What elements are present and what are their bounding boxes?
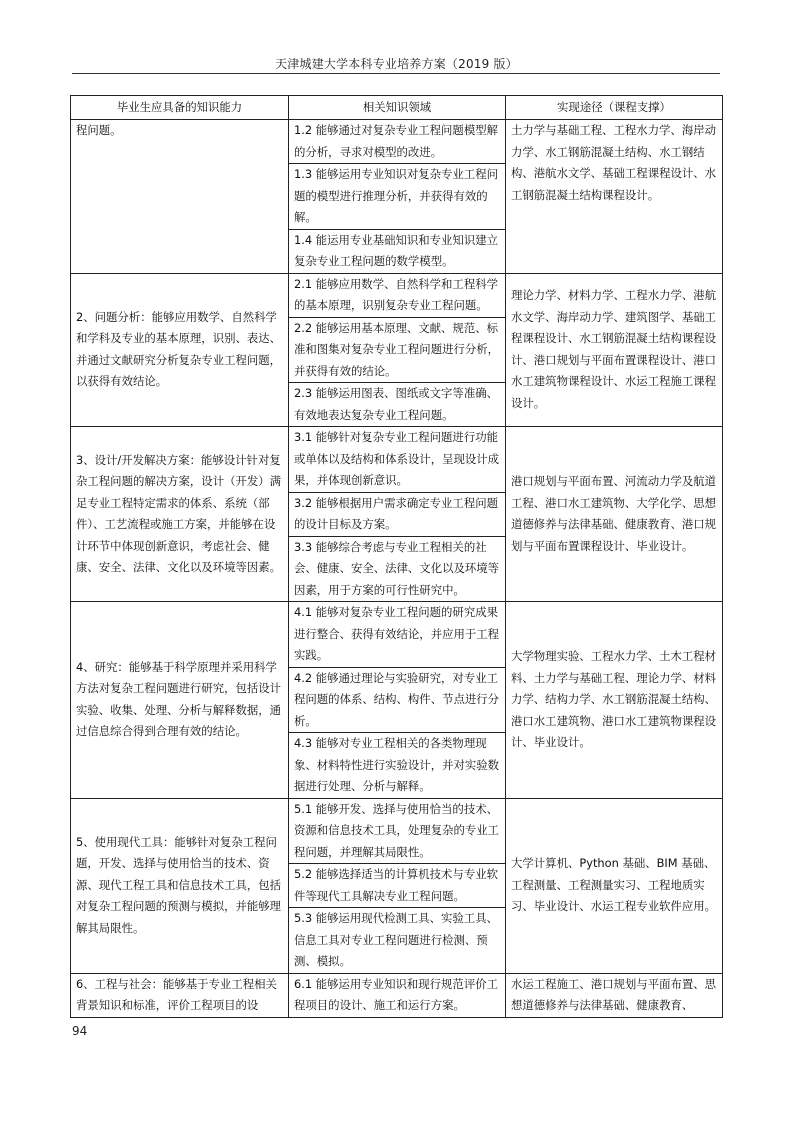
ability-cell: 2、问题分析：能够应用数学、自然科学和学科及专业的基本原理，识别、表达、并通过文献研究分析复杂专业工程问题，以获得有效结论。 bbox=[71, 273, 289, 427]
training-plan-table bbox=[70, 95, 723, 1018]
table-row bbox=[71, 273, 723, 317]
ability-cell: 5、使用现代工具：能够针对复杂工程问题，开发、选择与使用恰当的技术、资源、现代工程工具和信息技术工具，包括对复杂工程问题的预测与模拟，并能够理解其局限性。 bbox=[71, 798, 289, 973]
table-row bbox=[71, 120, 723, 164]
knowledge-item-3-3: 3.3 能够综合考虑与专业工程相关的社会、健康、安全、法律、文化以及环境等因素，用于方案的可行性研究中。 bbox=[289, 536, 506, 602]
knowledge-item-4-2: 4.2 能够通过理论与实验研究，对专业工程问题的体系、结构、构件、节点进行分析。 bbox=[289, 667, 506, 733]
route-cell: 理论力学、材料力学、工程水力学、港航水文学、海岸动力学、建筑图学、基础工程课程设计、水工钢筋混凝土结构课程设计、港口规划与平面布置课程设计、港口水工建筑物课程设计、水运工程施工课程设计。 bbox=[506, 273, 723, 427]
knowledge-item-2-3: 2.3 能够运用图表、图纸或文字等准确、有效地表达复杂专业工程问题。 bbox=[289, 383, 506, 427]
table-header-row bbox=[71, 96, 723, 120]
column-header-route: 实现途径（课程支撑） bbox=[506, 96, 723, 120]
column-header-knowledge: 相关知识领域 bbox=[289, 96, 506, 120]
route-cell: 港口规划与平面布置、河流动力学及航道工程、港口水工建筑物、大学化学、思想道德修养与法律基础、健康教育、港口规划与平面布置课程设计、毕业设计。 bbox=[506, 427, 723, 602]
knowledge-item-1-4: 1.4 能运用专业基础知识和专业知识建立复杂专业工程问题的数学模型。 bbox=[289, 229, 506, 273]
table-row bbox=[71, 602, 723, 668]
ability-cell: 3、设计/开发解决方案：能够设计针对复杂工程问题的解决方案，设计（开发）满足专业工程特定需求的体系、系统（部件）、工艺流程或施工方案，并能够在设计环节中体现创新意识，考虑社会、健康、安全、法律、文化以及环境等因素。 bbox=[71, 427, 289, 602]
ability-cell: 6、工程与社会：能够基于专业工程相关背景知识和标准，评价工程项目的设 bbox=[71, 973, 289, 1017]
knowledge-item-1-2: 1.2 能够通过对复杂专业工程问题模型解的分析，寻求对模型的改进。 bbox=[289, 120, 506, 164]
route-cell: 水运工程施工、港口规划与平面布置、思想道德修养与法律基础、健康教育、 bbox=[506, 973, 723, 1017]
header-divider bbox=[72, 73, 720, 74]
route-cell: 大学物理实验、工程水力学、土木工程材料、土力学与基础工程、理论力学、材料力学、结构力学、水工钢筋混凝土结构、港口水工建筑物、港口水工建筑物课程设计、毕业设计。 bbox=[506, 602, 723, 799]
knowledge-item-5-2: 5.2 能够选择适当的计算机技术与专业软件等现代工具解决专业工程问题。 bbox=[289, 864, 506, 908]
knowledge-item-5-1: 5.1 能够开发、选择与使用恰当的技术、资源和信息技术工具，处理复杂的专业工程问题，并理解其局限性。 bbox=[289, 798, 506, 864]
knowledge-item-5-3: 5.3 能够运用现代检测工具、实验工具、信息工具对专业工程问题进行检测、预测、模拟。 bbox=[289, 908, 506, 974]
ability-cell: 程问题。 bbox=[71, 120, 289, 274]
knowledge-item-3-2: 3.2 能够根据用户需求确定专业工程问题的设计目标及方案。 bbox=[289, 492, 506, 536]
table-row bbox=[71, 973, 723, 1017]
page-number: 94 bbox=[72, 1024, 88, 1038]
ability-cell: 4、研究：能够基于科学原理并采用科学方法对复杂工程问题进行研究，包括设计实验、收集、处理、分析与解释数据，通过信息综合得到合理有效的结论。 bbox=[71, 602, 289, 799]
knowledge-item-3-1: 3.1 能够针对复杂专业工程问题进行功能或单体以及结构和体系设计，呈现设计成果，并体现创新意识。 bbox=[289, 427, 506, 493]
table-row bbox=[71, 798, 723, 864]
document-header-title: 天津城建大学本科专业培养方案（2019 版） bbox=[275, 57, 518, 71]
knowledge-item-1-3: 1.3 能够运用专业知识对复杂专业工程问题的模型进行推理分析，并获得有效的解。 bbox=[289, 164, 506, 230]
column-header-ability: 毕业生应具备的知识能力 bbox=[71, 96, 289, 120]
knowledge-item-2-2: 2.2 能够运用基本原理、文献、规范、标准和图集对复杂专业工程问题进行分析，并获得有效的结论。 bbox=[289, 317, 506, 383]
knowledge-item-4-1: 4.1 能够对复杂专业工程问题的研究成果进行整合、获得有效结论，并应用于工程实践。 bbox=[289, 602, 506, 668]
table-row bbox=[71, 427, 723, 493]
route-cell: 土力学与基础工程、工程水力学、海岸动力学、水工钢筋混凝土结构、水工钢结构、港航水文学、基础工程课程设计、水工钢筋混凝土结构课程设计。 bbox=[506, 120, 723, 274]
route-cell: 大学计算机、Python 基础、BIM 基础、工程测量、工程测量实习、工程地质实习、毕业设计、水运工程专业软件应用。 bbox=[506, 798, 723, 973]
knowledge-item-4-3: 4.3 能够对专业工程相关的各类物理现象、材料特性进行实验设计，并对实验数据进行处理、分析与解释。 bbox=[289, 733, 506, 799]
knowledge-item-2-1: 2.1 能够应用数学、自然科学和工程科学的基本原理，识别复杂专业工程问题。 bbox=[289, 273, 506, 317]
knowledge-item-6-1: 6.1 能够运用专业知识和现行规范评价工程项目的设计、施工和运行方案。 bbox=[289, 973, 506, 1017]
